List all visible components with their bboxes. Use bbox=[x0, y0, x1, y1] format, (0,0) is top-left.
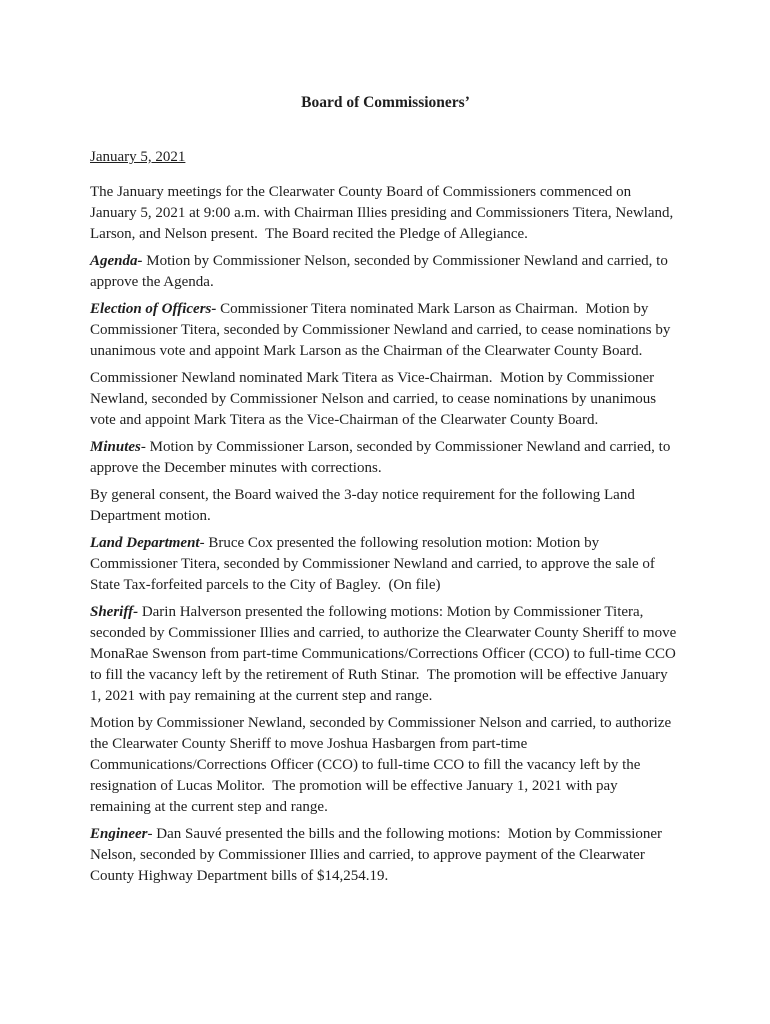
paragraph-vice-chairman bbox=[90, 368, 681, 431]
paragraph-land-department-lead: Land Department bbox=[90, 535, 200, 551]
paragraph-opening-text: The January meetings for the Clearwater County Board of Commissioners commenced on January 5, 2021 at 9:00 a.m. with Chairman Illies presiding and Commissioners Titera, Newland, Larson, and Nelson present. The Board recited the Pledge of Allegiance. bbox=[90, 184, 678, 242]
paragraph-minutes bbox=[90, 437, 681, 479]
paragraph-minutes-lead: Minutes bbox=[90, 439, 141, 455]
paragraph-sheriff bbox=[90, 602, 681, 707]
paragraph-election-of-officers-lead: Election of Officers- bbox=[90, 301, 217, 317]
paragraph-agenda bbox=[90, 251, 681, 293]
paragraph-engineer-lead: Engineer bbox=[90, 826, 148, 842]
paragraph-general-consent-text: By general consent, the Board waived the 3-day notice requirement for the following Land Department motion. bbox=[90, 487, 639, 524]
paragraph-election-of-officers-text: Commissioner Titera nominated Mark Larson as Chairman. Motion by Commissioner Titera, seconded by Commissioner Newland and carried, to cease nominations by unanimous vote and appoint Mark Larson as the Chairman of the Clearwater County Board. bbox=[90, 301, 675, 359]
paragraph-sheriff-second-motion-text: Motion by Commissioner Newland, seconded by Commissioner Nelson and carried, to authorize the Clearwater County Sheriff to move Joshua Hasbargen from part-time Communications/Corrections Officer (CCO) to full-time CCO to fill the vacancy left by the resignation of Lucas Molitor. The promotion will be effective January 1, 2021 with pay remaining at the current step and range. bbox=[90, 715, 675, 815]
date-heading: January 5, 2021 bbox=[90, 149, 186, 165]
paragraph-minutes-text: - Motion by Commissioner Larson, seconded by Commissioner Newland and carried, to approve the December minutes with corrections. bbox=[90, 439, 675, 476]
paragraph-general-consent bbox=[90, 485, 681, 527]
paragraph-land-department-text: - Bruce Cox presented the following resolution motion: Motion by Commissioner Titera, seconded by Commissioner Newland and carried, to approve the sale of State Tax-forfeited parcels to the City of Bagley. (On file) bbox=[90, 535, 659, 593]
document-title: Board of Commissioners’ bbox=[301, 94, 470, 111]
paragraph-vice-chairman-text: Commissioner Newland nominated Mark Titera as Vice-Chairman. Motion by Commissioner Newland, seconded by Commissioner Nelson and carried, to cease nominations by unanimous vote and appoint Mark Titera as the Vice-Chairman of the Clearwater County Board. bbox=[90, 370, 660, 428]
paragraph-agenda-text: Motion by Commissioner Nelson, seconded by Commissioner Newland and carried, to approve the Agenda. bbox=[90, 253, 672, 290]
paragraph-land-department bbox=[90, 533, 681, 596]
paragraph-sheriff-text: Darin Halverson presented the following motions: Motion by Commissioner Titera, seconded by Commissioner Illies and carried, to authorize the Clearwater County Sheriff to move MonaRae Swenson from part-time Communications/Corrections Officer (CCO) to full-time CCO to fill the vacancy left by the retirement of Ruth Stinar. The promotion will be effective January 1, 2021 with pay remaining at the current step and range. bbox=[90, 604, 680, 704]
paragraph-sheriff-lead: Sheriff- bbox=[90, 604, 139, 620]
paragraph-election-of-officers bbox=[90, 299, 681, 362]
paragraph-agenda-lead: Agenda- bbox=[90, 253, 143, 269]
paragraph-engineer-text: - Dan Sauvé presented the bills and the following motions: Motion by Commissioner Nelson, seconded by Commissioner Illies and carried, to approve payment of the Clearwater County Highway Department bills of $14,254.19. bbox=[90, 826, 666, 884]
paragraph-engineer bbox=[90, 824, 681, 887]
paragraph-sheriff-second-motion bbox=[90, 713, 681, 818]
paragraph-opening bbox=[90, 182, 681, 245]
